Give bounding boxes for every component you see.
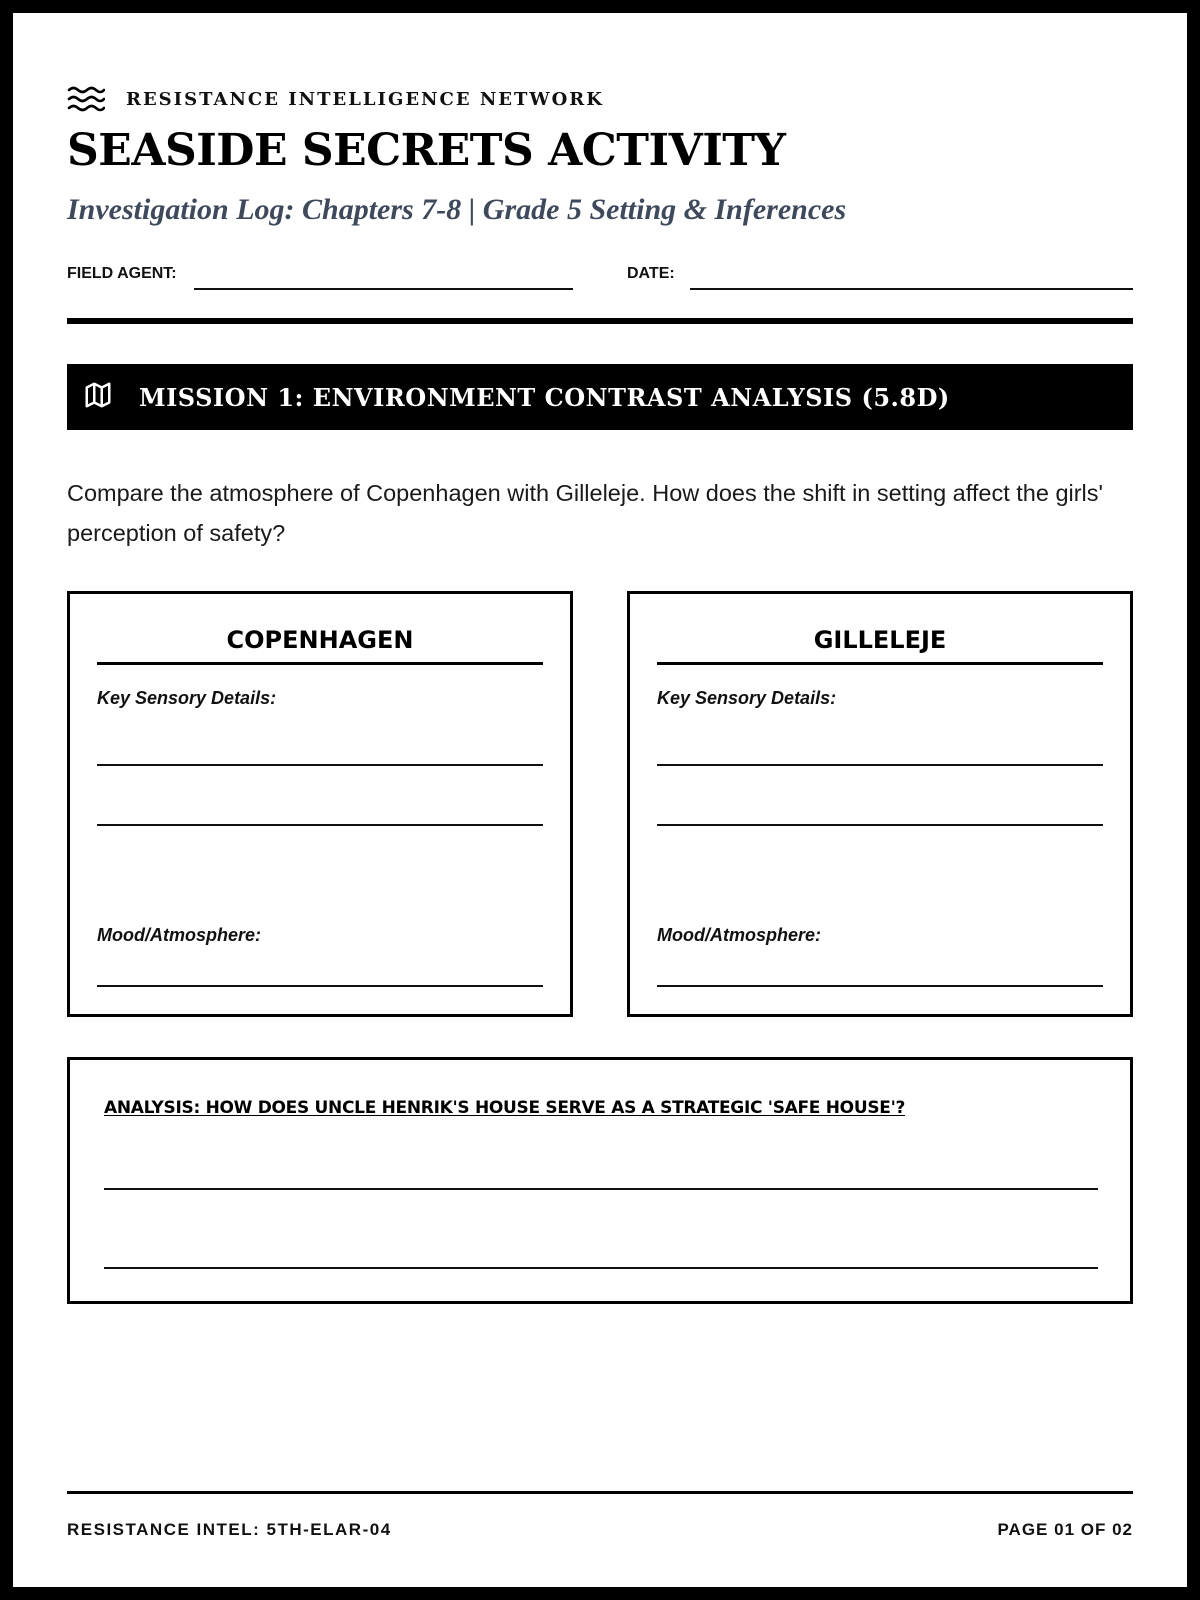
box-title: GILLELEJE (813, 626, 947, 654)
sensory-answer-line-1[interactable] (657, 764, 1103, 766)
mood-answer-line[interactable] (657, 985, 1103, 987)
worksheet-page (13, 13, 1187, 1587)
box-title-rule (97, 662, 543, 665)
date-input[interactable] (690, 288, 1133, 290)
date-label: DATE: (627, 265, 675, 282)
page-content (67, 13, 1133, 1587)
analysis-box (67, 1057, 1133, 1304)
mission-title: MISSION 1: ENVIRONMENT CONTRAST ANALYSIS (5.8D) (139, 382, 950, 412)
mood-label: Mood/Atmosphere: (97, 925, 261, 945)
analysis-question: ANALYSIS: HOW DOES UNCLE HENRIK'S HOUSE SERVE AS A STRATEGIC 'SAFE HOUSE'? (104, 1098, 906, 1118)
field-agent-label: FIELD AGENT: (67, 265, 177, 282)
mission-prompt: Compare the atmosphere of Copenhagen with Gilleleje. How does the shift in setting affect the girls' perception of safety? (67, 480, 1104, 546)
org-header (67, 85, 604, 113)
org-name: RESISTANCE INTELLIGENCE NETWORK (126, 88, 604, 110)
sensory-answer-line-2[interactable] (657, 824, 1103, 826)
gilleleje-box (627, 591, 1133, 1017)
mood-label: Mood/Atmosphere: (657, 925, 821, 945)
page-subtitle: Investigation Log: Chapters 7-8 | Grade 5 Setting & Inferences (67, 193, 847, 226)
header-divider (67, 318, 1133, 324)
map-icon (67, 380, 113, 415)
mission-banner (67, 364, 1133, 430)
field-agent-input[interactable] (194, 288, 573, 290)
sensory-answer-line-2[interactable] (97, 824, 543, 826)
page-title: SEASIDE SECRETS ACTIVITY (67, 125, 786, 176)
box-title: COPENHAGEN (226, 626, 414, 654)
analysis-answer-line-1[interactable] (104, 1188, 1098, 1190)
footer-code: RESISTANCE INTEL: 5TH-ELAR-04 (67, 1520, 392, 1539)
sensory-details-label: Key Sensory Details: (97, 688, 277, 708)
analysis-answer-line-2[interactable] (104, 1267, 1098, 1269)
sensory-details-label: Key Sensory Details: (657, 688, 837, 708)
page-number: PAGE 01 OF 02 (997, 1520, 1133, 1539)
sensory-answer-line-1[interactable] (97, 764, 543, 766)
box-title-rule (657, 662, 1103, 665)
mood-answer-line[interactable] (97, 985, 543, 987)
footer-divider (67, 1491, 1133, 1494)
copenhagen-box (67, 591, 573, 1017)
waves-icon (67, 85, 105, 113)
